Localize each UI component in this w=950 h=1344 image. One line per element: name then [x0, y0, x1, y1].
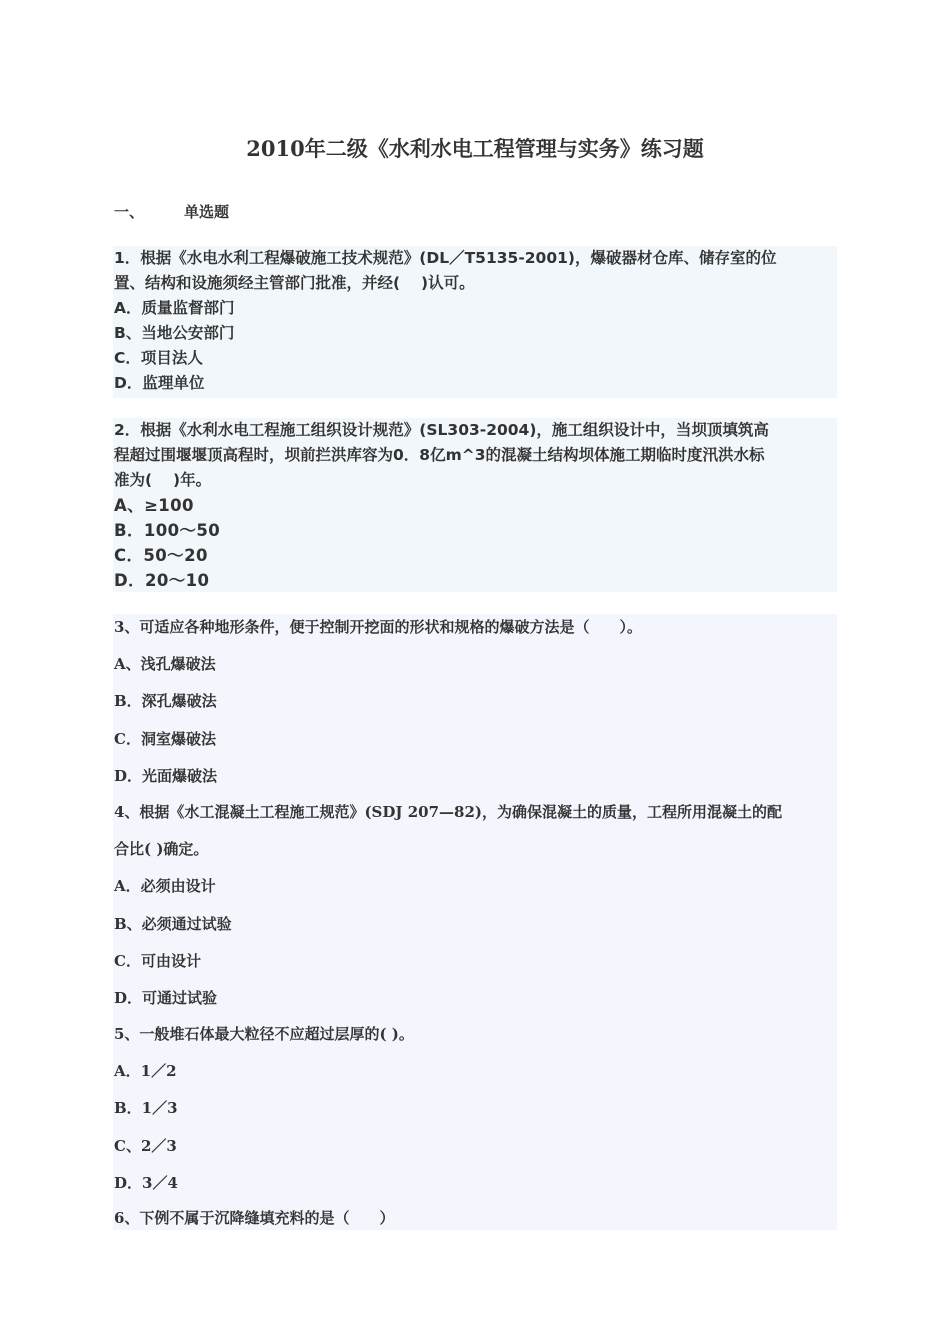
question-2-option-b: B．100～50 — [114, 521, 221, 540]
question-4-line-2: 合比( )确定。 — [114, 840, 209, 858]
question-5-option-c: C、2／3 — [114, 1137, 177, 1155]
question-4-option-c: C．可由设计 — [114, 952, 201, 970]
question-2-option-d: D．20～10 — [114, 571, 210, 590]
question-2-line-2: 程超过围堰堰顶高程时，坝前拦洪库容为0．8亿m^3的混凝土结构坝体施工期临时度汛洪水标 — [114, 446, 765, 464]
section-heading — [114, 201, 229, 223]
question-4-line-1: 4、根据《水工混凝土工程施工规范》(SDJ 207—82)，为确保混凝土的质量，工程所用混凝土的配 — [114, 803, 782, 821]
question-4-option-b: B、必须通过试验 — [114, 915, 232, 933]
question-4-option-d: D．可通过试验 — [114, 989, 218, 1007]
question-1-option-d: D．监理单位 — [114, 374, 205, 392]
question-5-option-d: D．3／4 — [114, 1174, 178, 1192]
document-title: 2010年二级《水利水电工程管理与实务》练习题 — [246, 136, 704, 161]
question-3-option-d: D．光面爆破法 — [114, 767, 218, 785]
question-6-line-1: 6、下例不属于沉降缝填充料的是（ ） — [114, 1209, 395, 1227]
section-number: 一、 — [114, 203, 145, 221]
question-5-option-a: A．1／2 — [114, 1062, 177, 1080]
question-1-option-b: B、当地公安部门 — [114, 324, 235, 342]
question-1-option-c: C．项目法人 — [114, 349, 203, 367]
question-5-line-1: 5、一般堆石体最大粒径不应超过层厚的( )。 — [114, 1025, 414, 1043]
question-2-line-1: 2．根据《水利水电工程施工组织设计规范》(SL303-2004)，施工组织设计中，当坝顶填筑高 — [114, 421, 769, 439]
question-3-option-b: B．深孔爆破法 — [114, 692, 217, 710]
question-1-option-a: A．质量监督部门 — [114, 299, 235, 317]
question-1-line-1: 1．根据《水电水利工程爆破施工技术规范》(DL／T5135-2001)，爆破器材仓库、储存室的位 — [114, 249, 777, 267]
question-2-option-a: A、≥100 — [114, 496, 194, 515]
question-3-line-1: 3、可适应各种地形条件，便于控制开挖面的形状和规格的爆破方法是（ ）。 — [114, 618, 642, 636]
question-2-line-3: 准为( )年。 — [114, 471, 212, 489]
question-5-option-b: B．1／3 — [114, 1099, 178, 1117]
question-2-option-c: C．50～20 — [114, 546, 208, 565]
question-3-option-a: A、浅孔爆破法 — [114, 655, 216, 673]
question-3-option-c: C．洞室爆破法 — [114, 730, 216, 748]
question-1-line-2: 置、结构和设施须经主管部门批准，并经( )认可。 — [114, 274, 475, 292]
question-4-option-a: A．必须由设计 — [114, 877, 216, 895]
section-label: 单选题 — [184, 203, 230, 221]
